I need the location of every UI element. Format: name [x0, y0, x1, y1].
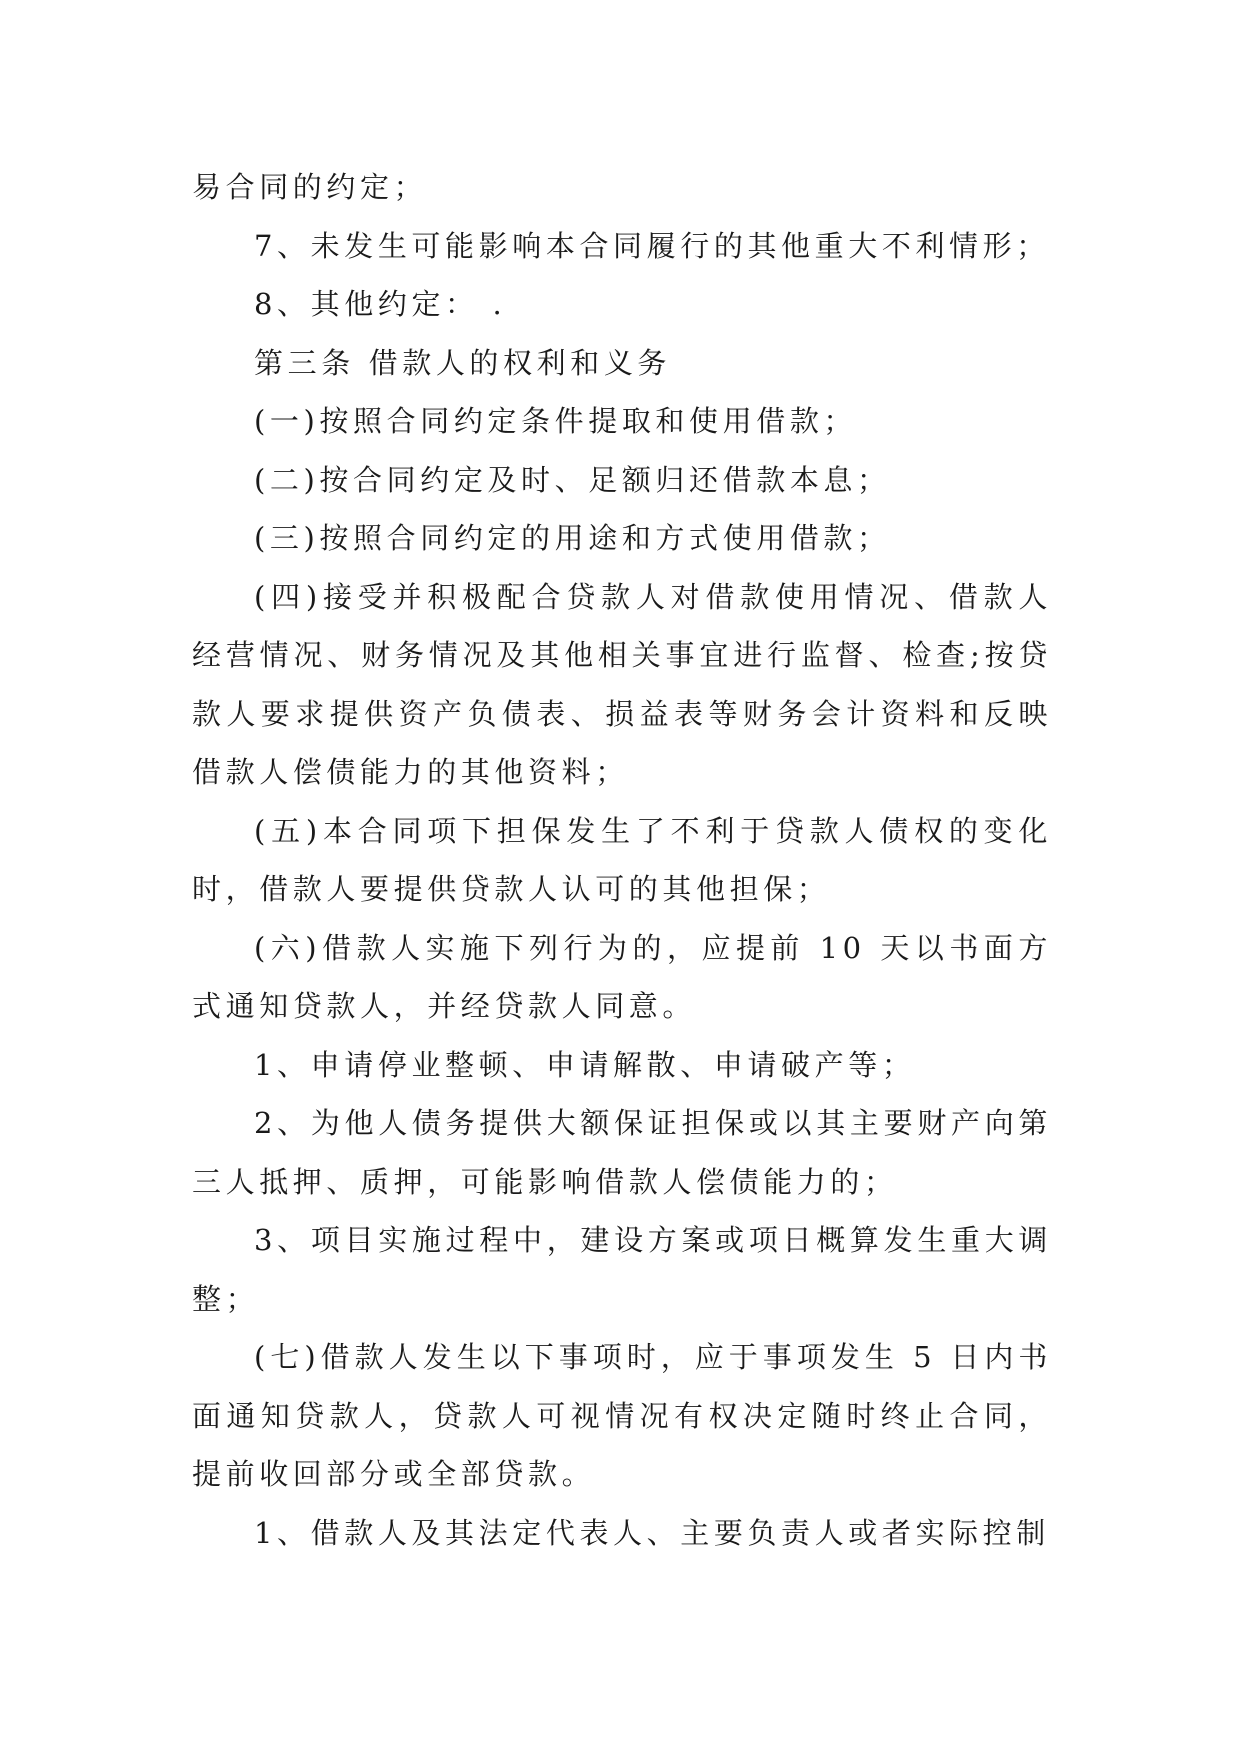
paragraph-15: 1、借款人及其法定代表人、主要负责人或者实际控制 — [254, 1515, 1050, 1550]
paragraph-10: (六)借款人实施下列行为的，应提前 10 天以书面方式通知贷款人，并经贷款人同意。 — [192, 930, 1052, 1023]
paragraph-11: 1、申请停业整顿、申请解散、申请破产等； — [254, 1047, 916, 1082]
section-heading: 第三条 借款人的权利和义务 — [254, 345, 672, 380]
paragraph-8: (四)接受并积极配合贷款人对借款使用情况、借款人经营情况、财务情况及其他相关事宜进行监督、检查;按贷款人要求提供资产负债表、损益表等财务会计资料和反映借款人偿债能力的其他资料； — [192, 579, 1052, 789]
document-body — [192, 158, 1052, 1562]
paragraph-12: 2、为他人债务提供大额保证担保或以其主要财产向第三人抵押、质押，可能影响借款人偿债能力的； — [192, 1106, 1052, 1199]
paragraph-2: 7、未发生可能影响本合同履行的其他重大不利情形； — [254, 228, 1050, 263]
paragraph-1: 易合同的约定； — [192, 170, 428, 204]
paragraph-5: (一)按照合同约定条件提取和使用借款； — [254, 404, 858, 438]
paragraph-7: (三)按照合同约定的用途和方式使用借款； — [254, 521, 891, 555]
paragraph-13: 3、项目实施过程中，建设方案或项日概算发生重大调整； — [192, 1223, 1052, 1316]
paragraph-3: 8、其他约定： . — [254, 287, 507, 321]
paragraph-9: (五)本合同项下担保发生了不利于贷款人债权的变化时，借款人要提供贷款人认可的其他担保； — [192, 813, 1052, 906]
paragraph-6: (二)按合同约定及时、足额归还借款本息； — [254, 462, 891, 497]
paragraph-14: (七)借款人发生以下事项时，应于事项发生 5 日内书面通知贷款人，贷款人可视情况有权决定随时终止合同，提前收回部分或全部贷款。 — [192, 1340, 1052, 1491]
